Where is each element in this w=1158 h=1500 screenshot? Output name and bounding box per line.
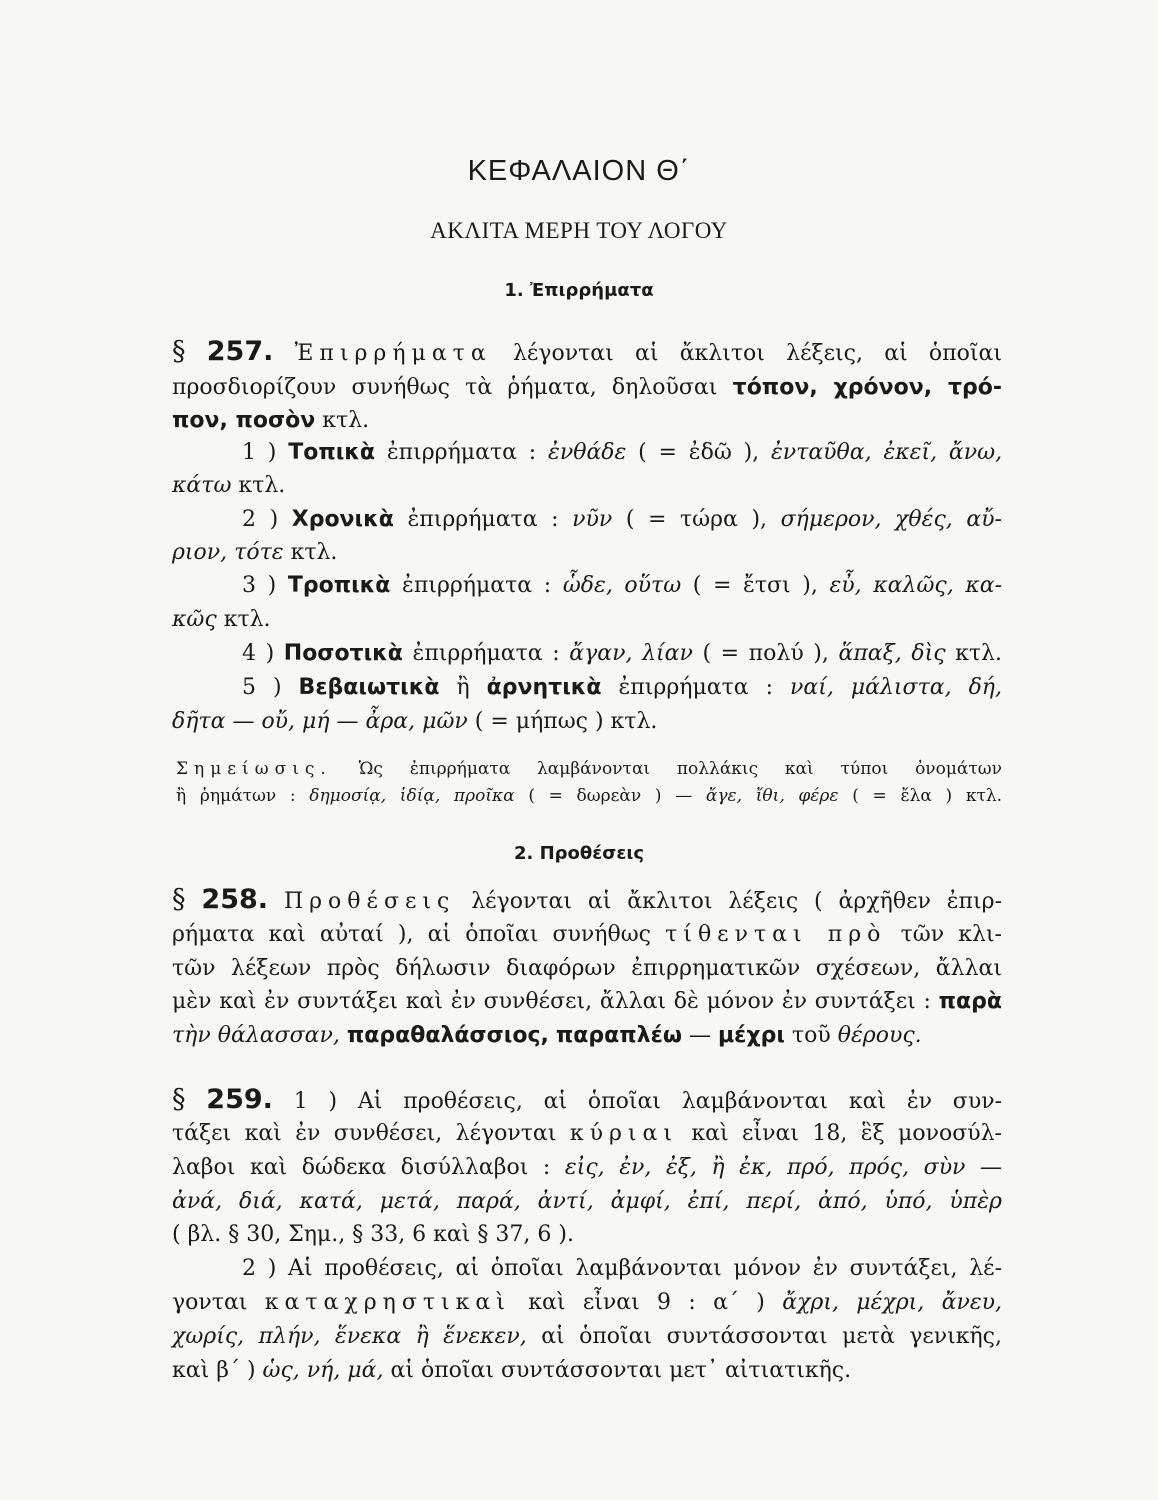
text: ( = πολύ ), <box>702 641 829 666</box>
text: αἱ ὁποῖαι συντάσσονται μετὰ γενικῆς, <box>541 1324 1002 1349</box>
bold-text: παρὰ <box>938 989 1003 1014</box>
paragraph-258-line-5 <box>172 1021 1002 1051</box>
paragraph-259-line-6 <box>242 1254 1002 1284</box>
spaced-text: κύριαι <box>569 1121 678 1146</box>
paragraph-259-line-5 <box>172 1220 1002 1250</box>
paragraph-259-line-4 <box>172 1187 1002 1217</box>
item-label: ἀρνητικὰ <box>486 675 602 700</box>
item-5-line-2 <box>172 707 1002 737</box>
text: ( = ἔτσι ), <box>692 573 818 598</box>
paragraph-number: 258. <box>201 884 269 915</box>
spaced-text: τίθενται πρὸ <box>665 922 887 947</box>
text: ἐπιρρήματα : <box>386 440 537 465</box>
italic-text: δημοσίᾳ, ἰδίᾳ, προῖκα <box>309 786 515 806</box>
item-label: Τροπικὰ <box>287 573 391 598</box>
text: 1 ) Αἱ προθέσεις, αἱ ὁποῖαι λαμβάνονται καὶ ἐν συν- <box>293 1089 1003 1114</box>
item-number: 4 ) <box>242 641 275 666</box>
text: ( = δωρεὰν ) — <box>528 786 693 806</box>
text: καὶ εἶναι 18, ἓξ μονοσύλ- <box>691 1121 1002 1146</box>
paragraph-258-line-4 <box>172 987 1002 1017</box>
text: ἐπιρρήματα : <box>618 675 774 700</box>
item-number: 1 ) <box>242 440 277 465</box>
text: λέγονται αἱ ἄκλιτοι λέξεις, αἱ ὁποῖαι <box>512 341 1002 366</box>
paragraph-258-line-1 <box>172 885 1002 917</box>
text: κτλ. <box>955 641 1002 666</box>
text: — <box>688 1023 711 1048</box>
text: καὶ β΄ ) <box>172 1358 256 1383</box>
paragraph-number: 257. <box>206 336 274 367</box>
italic-text: ὧδε, οὕτω <box>562 573 682 598</box>
paragraph-259-line-7 <box>172 1288 1002 1318</box>
item-4-line-1 <box>242 639 1002 669</box>
text: προσδιορίζουν συνήθως τὰ ῥήματα, δηλοῦσαι <box>172 375 718 400</box>
italic-text: ἀνά, διά, κατά, μετά, παρά, ἀντί, ἀμφί, ἐπί, περί, ἀπό, ὑπό, ὑπὲρ <box>172 1189 1002 1214</box>
italic-text: ἐνθάδε <box>548 440 627 465</box>
italic-text: σήμερον, χθές, αὔ- <box>780 507 1002 532</box>
italic-text: ἄχρι, μέχρι, ἄνευ, <box>782 1290 1003 1315</box>
italic-text: ἄγαν, λίαν <box>569 641 693 666</box>
item-label: Βεβαιωτικὰ <box>298 675 440 700</box>
text: 2 ) Αἱ προθέσεις, αἱ ὁποῖαι λαμβάνονται μόνον ἐν συντάξει, λέ- <box>242 1256 1002 1281</box>
paragraph-257-line-1 <box>172 337 1002 369</box>
item-label: Ποσοτικὰ <box>283 641 403 666</box>
bold-text: μέχρι <box>717 1023 785 1048</box>
italic-text: εἰς, ἐν, ἐξ, ἢ ἐκ, πρό, πρός, σὺν — <box>564 1155 1002 1180</box>
paragraph-259-line-2 <box>172 1119 1002 1149</box>
section-sign: § <box>172 336 186 367</box>
section-sign: § <box>172 1084 186 1115</box>
item-1-line-2 <box>172 471 1002 501</box>
italic-text: εὖ, καλῶς, κα- <box>829 573 1003 598</box>
text: καὶ εἶναι 9 : α΄ ) <box>528 1290 765 1315</box>
item-number: 5 ) <box>242 675 282 700</box>
text: ( = ἐδῶ ), <box>638 440 760 465</box>
item-3-line-1 <box>242 571 1002 601</box>
spaced-text: καταχρηστικαὶ <box>264 1290 511 1315</box>
text: ἢ ῥημάτων : <box>176 786 296 806</box>
text: γονται <box>172 1290 248 1315</box>
bold-text: πον, ποσὸν <box>172 408 316 433</box>
paragraph-259-line-8 <box>172 1322 1002 1352</box>
note-heading: Σημείωσις. <box>176 759 332 779</box>
text: Ὡς ἐπιρρήματα λαμβάνονται πολλάκις καὶ τύποι ὀνομάτων <box>358 759 1002 779</box>
text: τῶν λέξεων πρὸς δήλωσιν διαφόρων ἐπιρρηματικῶν σχέσεων, ἄλλαι <box>172 956 1002 981</box>
section-title-adverbs: 1. Ἐπιρρήματα <box>504 280 654 301</box>
text: μὲν καὶ ἐν συντάξει καὶ ἐν συνθέσει, ἄλλαι δὲ μόνον ἐν συντάξει : <box>172 989 931 1014</box>
paragraph-258-line-2 <box>172 920 1002 950</box>
italic-text: ὡς, νή, μά, <box>262 1358 384 1383</box>
section-sign: § <box>172 884 186 915</box>
text: ( = ἔλα ) κτλ. <box>852 786 1003 806</box>
italic-text: χωρίς, πλήν, ἕνεκα ἢ ἕνεκεν, <box>172 1324 527 1349</box>
text: κτλ. <box>238 473 286 498</box>
text: ( βλ. § 30, Σημ., § 33, 6 καὶ § 37, 6 ). <box>172 1222 574 1247</box>
item-3-line-2 <box>172 605 1002 635</box>
item-2-line-2 <box>172 538 1002 568</box>
part-title: ΑΚΛΙΤΑ ΜΕΡΗ ΤΟΥ ΛΟΓΟΥ <box>430 218 728 243</box>
note-line-2 <box>176 781 1002 811</box>
italic-text: ἄγε, ἴθι, φέρε <box>705 786 839 806</box>
text: ( = τώρα ), <box>625 507 768 532</box>
text: ( = μήπως ) κτλ. <box>474 709 658 734</box>
item-label: Τοπικὰ <box>288 440 376 465</box>
text: λέγονται αἱ ἄκλιτοι λέξεις ( ἀρχῆθεν ἐπιρ- <box>471 889 1003 914</box>
bold-text: παραπλέω <box>555 1023 682 1048</box>
chapter-title: ΚΕΦΑΛΑΙΟΝ Θ΄ <box>467 155 691 187</box>
italic-text: ἅπαξ, δὶς <box>838 641 946 666</box>
italic-text: ἐνταῦθα, ἐκεῖ, ἄνω, <box>770 440 1003 465</box>
bold-text: τόπον, χρόνον, τρό- <box>732 375 1002 400</box>
paragraph-number: 259. <box>206 1084 273 1115</box>
italic-text: κάτω <box>172 473 232 498</box>
text: τῶν κλι- <box>900 922 1002 947</box>
text: τοῦ <box>791 1023 831 1048</box>
italic-text: κῶς <box>172 607 217 632</box>
paragraph-259-line-3 <box>172 1153 1002 1183</box>
bold-text: παραθαλάσσιος, <box>346 1023 549 1048</box>
text: ἐπιρρήματα : <box>407 507 559 532</box>
item-number: 2 ) <box>242 507 279 532</box>
item-label: Χρονικὰ <box>291 507 394 532</box>
paragraph-258-line-3 <box>172 954 1002 984</box>
note-line-1 <box>176 754 1002 784</box>
term-adverbs: Ἐπιρρήματα <box>294 341 492 366</box>
item-2-line-1 <box>242 505 1002 535</box>
italic-text: δῆτα — οὔ, μή — ἆρα, μῶν <box>172 709 468 734</box>
italic-text: νῦν <box>572 507 613 532</box>
item-1-line-1 <box>242 438 1002 468</box>
text: ρήματα καὶ αὐταί ), αἱ ὁποῖαι συνήθως <box>172 922 651 947</box>
italic-text: ριον, τότε <box>172 540 284 565</box>
italic-text: ναί, μάλιστα, δή, <box>790 675 1002 700</box>
text: κτλ. <box>290 540 338 565</box>
text: αἱ ὁποῖαι συντάσσονται μετ᾽ αἰτιατικῆς. <box>390 1358 852 1383</box>
text: τάξει καὶ ἐν συνθέσει, λέγονται <box>172 1121 557 1146</box>
paragraph-257-line-3 <box>172 406 1002 436</box>
text: κτλ. <box>322 408 370 433</box>
paragraph-259-line-1 <box>172 1085 1002 1117</box>
text: κτλ. <box>223 607 271 632</box>
text: ἢ <box>456 675 470 700</box>
italic-text: τὴν θάλασσαν, <box>172 1023 340 1048</box>
paragraph-257-line-2 <box>172 373 1002 403</box>
text: λαβοι καὶ δώδεκα δισύλλαβοι : <box>172 1155 551 1180</box>
item-5-line-1 <box>242 673 1002 703</box>
italic-text: θέρους. <box>837 1023 922 1048</box>
text: ἐπιρρήματα : <box>412 641 560 666</box>
paragraph-259-line-9 <box>172 1356 1002 1386</box>
text: ἐπιρρήματα : <box>402 573 552 598</box>
term-prepositions: Προθέσεις <box>283 889 456 914</box>
item-number: 3 ) <box>242 573 277 598</box>
section-title-prepositions: 2. Προθέσεις <box>513 843 645 864</box>
